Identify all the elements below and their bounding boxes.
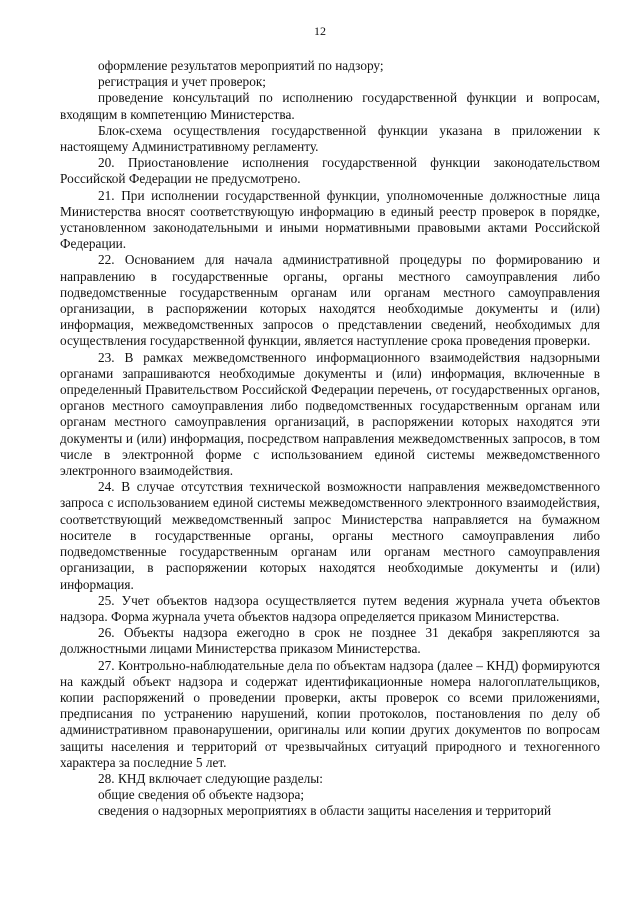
paragraph: 28. КНД включает следующие разделы: xyxy=(98,770,323,786)
paragraph: сведения о надзорных мероприятиях в области защиты населения и территорий xyxy=(98,803,552,819)
paragraph: 23. В рамках межведомственного информационного взаимодействия надзорными органами запрашиваются необходимые документы и (или) информация, включенные в определенный Правительством Российской Федерации перечень, от государственных органов, органов местного самоуправления либо подведомственных государственным органам или органам местного самоуправления организаций, в распоряжении которых находятся эти документы и (или) информация, посредством направления межведомственных запросов, в том числе в электронной форме с использованием единой системы межведомственного электронного взаимодействия. xyxy=(60,349,600,479)
paragraph: проведение консультаций по исполнению государственной функции и вопросам, входящим в компетенцию Министерства. xyxy=(60,90,600,122)
page-number: 12 xyxy=(314,24,326,38)
paragraph: регистрация и учет проверок; xyxy=(98,74,266,90)
paragraph: оформление результатов мероприятий по надзору; xyxy=(98,58,384,73)
paragraph: 22. Основанием для начала административной процедуры по формированию и направлению в государственные органы, органы местного самоуправления либо подведомственные государственным органам или органам местного самоуправления организации, в распоряжении которых находятся необходимые документы и (или) информация, межведомственных запросов о представлении сведений, необходимых для осуществления государственной функции, является наступление срока проведения проверки. xyxy=(60,252,600,349)
document-body xyxy=(60,58,600,820)
paragraph: 26. Объекты надзора ежегодно в срок не позднее 31 декабря закрепляются за должностными лицами Министерства приказом Министерства. xyxy=(60,625,600,657)
paragraph: 27. Контрольно-наблюдательные дела по объектам надзора (далее – КНД) формируются на каждый объект надзора и содержат идентификационные номера налогоплательщиков, копии распоряжений о проведении проверки, акты проверок со всеми приложениями, предписания по устранению нарушений, копии протоколов, постановления по делу об административном правонарушении, оригиналы или копии других документов по вопросам защиты населения и территорий от чрезвычайных ситуаций природного и техногенного характера за последние 5 лет. xyxy=(60,657,600,770)
paragraph: 24. В случае отсутствия технической возможности направления межведомственного запроса с использованием единой системы межведомственного электронного взаимодействия, соответствующий межведомственный запрос Министерства направляется на бумажном носителе в государственные органы, органы местного самоуправления либо подведомственные государственным органам или органам местного самоуправления организации, в распоряжении которых находятся необходимые документы и (или) информация. xyxy=(60,479,600,592)
paragraph: 20. Приостановление исполнения государственной функции законодательством Российской Федерации не предусмотрено. xyxy=(60,155,600,187)
paragraph: Блок-схема осуществления государственной функции указана в приложении к настоящему Административному регламенту. xyxy=(60,122,600,155)
paragraph: 25. Учет объектов надзора осуществляется путем ведения журнала учета объектов надзора. Форма журнала учета объектов надзора определяется приказом Министерства. xyxy=(60,592,600,624)
paragraph: 21. При исполнении государственной функции, уполномоченные должностные лица Министерства вносят соответствующую информацию в единый реестр проверок в порядке, установленном законодательными и иными нормативными правовыми актами Российской Федерации. xyxy=(60,187,600,252)
paragraph: общие сведения об объекте надзора; xyxy=(98,787,305,803)
